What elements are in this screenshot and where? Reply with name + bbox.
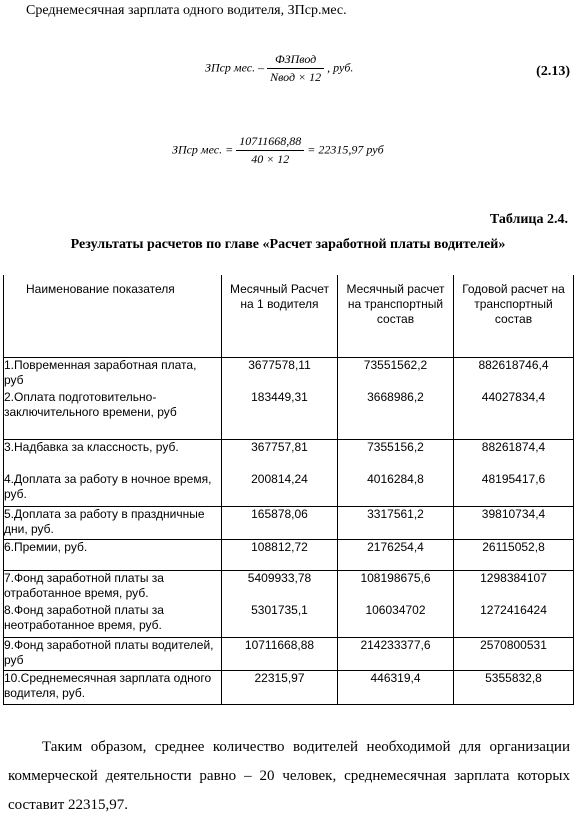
row-value: 214233377,6	[338, 638, 454, 671]
table-row	[4, 638, 574, 671]
row-value: 73551562,2	[338, 358, 454, 390]
row-value: 165878,06	[222, 507, 338, 540]
table-row	[4, 472, 574, 507]
row-value: 39810734,4	[454, 507, 574, 540]
row-name: 7.Фонд заработной платы за отработанное время, руб.	[4, 571, 222, 603]
row-value: 3317561,2	[338, 507, 454, 540]
row-value: 446319,4	[338, 671, 454, 705]
row-value: 3677578,11	[222, 358, 338, 390]
row-value: 882618746,4	[454, 358, 574, 390]
row-value: 44027834,4	[454, 390, 574, 440]
table-row	[4, 390, 574, 440]
header-monthly-fleet: Месячный расчет на транспортный состав	[338, 275, 454, 358]
row-value: 4016284,8	[338, 472, 454, 507]
formula1-unit: , руб.	[327, 60, 354, 75]
formula-average-salary	[205, 52, 353, 85]
table-row	[4, 507, 574, 540]
row-value: 5355832,8	[454, 671, 574, 705]
row-value: 1298384107	[454, 571, 574, 603]
row-value: 3668986,2	[338, 390, 454, 440]
formula1-numerator: ФЗПвод	[267, 52, 324, 69]
results-table	[3, 275, 574, 705]
row-name: 2.Оплата подготовительно-заключительного времени, руб	[4, 390, 222, 440]
header-annual-fleet: Годовой расчет на транспортный состав	[454, 275, 574, 358]
table-row	[4, 540, 574, 571]
row-name: 8.Фонд заработной платы за неотработанное время, руб.	[4, 603, 222, 638]
row-value: 5409933,78	[222, 571, 338, 603]
formula2-numerator: 10711668,88	[236, 134, 304, 151]
heading-text: Среднемесячная зарплата одного водителя, ЗПср.мес.	[26, 3, 347, 18]
row-value: 48195417,6	[454, 472, 574, 507]
row-value: 5301735,1	[222, 603, 338, 638]
table-row	[4, 440, 574, 472]
formula1-fraction	[267, 52, 324, 85]
row-value: 88261874,4	[454, 440, 574, 472]
row-value: 367757,81	[222, 440, 338, 472]
row-value: 1272416424	[454, 603, 574, 638]
table-row	[4, 671, 574, 705]
row-value: 10711668,88	[222, 638, 338, 671]
formula-calculation	[172, 134, 384, 167]
equation-number: (2.13)	[536, 64, 570, 79]
conclusion-paragraph: Таким образом, среднее количество водителей необходимой для организации коммерческой деятельности равно – 20 человек, среднемесячная зарплата которых составит 22315,97.	[8, 739, 570, 813]
formula1-denominator: Nвод × 12	[270, 70, 322, 84]
row-name: 4.Доплата за работу в ночное время, руб.	[4, 472, 222, 507]
row-name: 1.Повременная заработная плата, руб	[4, 358, 222, 390]
table-title: Результаты расчетов по главе «Расчет заработной платы водителей»	[70, 237, 506, 252]
row-value: 108198675,6	[338, 571, 454, 603]
table-row	[4, 603, 574, 638]
header-indicator: Наименование показателя	[4, 275, 222, 358]
row-value: 106034702	[338, 603, 454, 638]
row-value: 2176254,4	[338, 540, 454, 571]
table-header-row	[4, 275, 574, 358]
row-value: 183449,31	[222, 390, 338, 440]
row-value: 200814,24	[222, 472, 338, 507]
formula2-lhs: ЗПср мес. =	[172, 142, 234, 157]
formula2-rhs: = 22315,97 руб	[307, 142, 384, 157]
formula2-fraction	[236, 134, 304, 167]
row-name: 6.Премии, руб.	[4, 540, 222, 571]
header-monthly-per-driver: Месячный Расчет на 1 водителя	[222, 275, 338, 358]
row-name: 3.Надбавка за классность, руб.	[4, 440, 222, 472]
formula2-denominator: 40 × 12	[251, 152, 290, 166]
row-name: 10.Среднемесячная зарплата одного водителя, руб.	[4, 671, 222, 705]
row-name: 5.Доплата за работу в праздничные дни, руб.	[4, 507, 222, 540]
table-row	[4, 571, 574, 603]
row-value: 22315,97	[222, 671, 338, 705]
row-value: 108812,72	[222, 540, 338, 571]
row-name: 9.Фонд заработной платы водителей, руб	[4, 638, 222, 671]
table-row	[4, 358, 574, 390]
row-value: 26115052,8	[454, 540, 574, 571]
table-label: Таблица 2.4.	[489, 212, 568, 227]
formula1-lhs: ЗПср мес. –	[205, 60, 265, 75]
row-value: 7355156,2	[338, 440, 454, 472]
row-value: 2570800531	[454, 638, 574, 671]
